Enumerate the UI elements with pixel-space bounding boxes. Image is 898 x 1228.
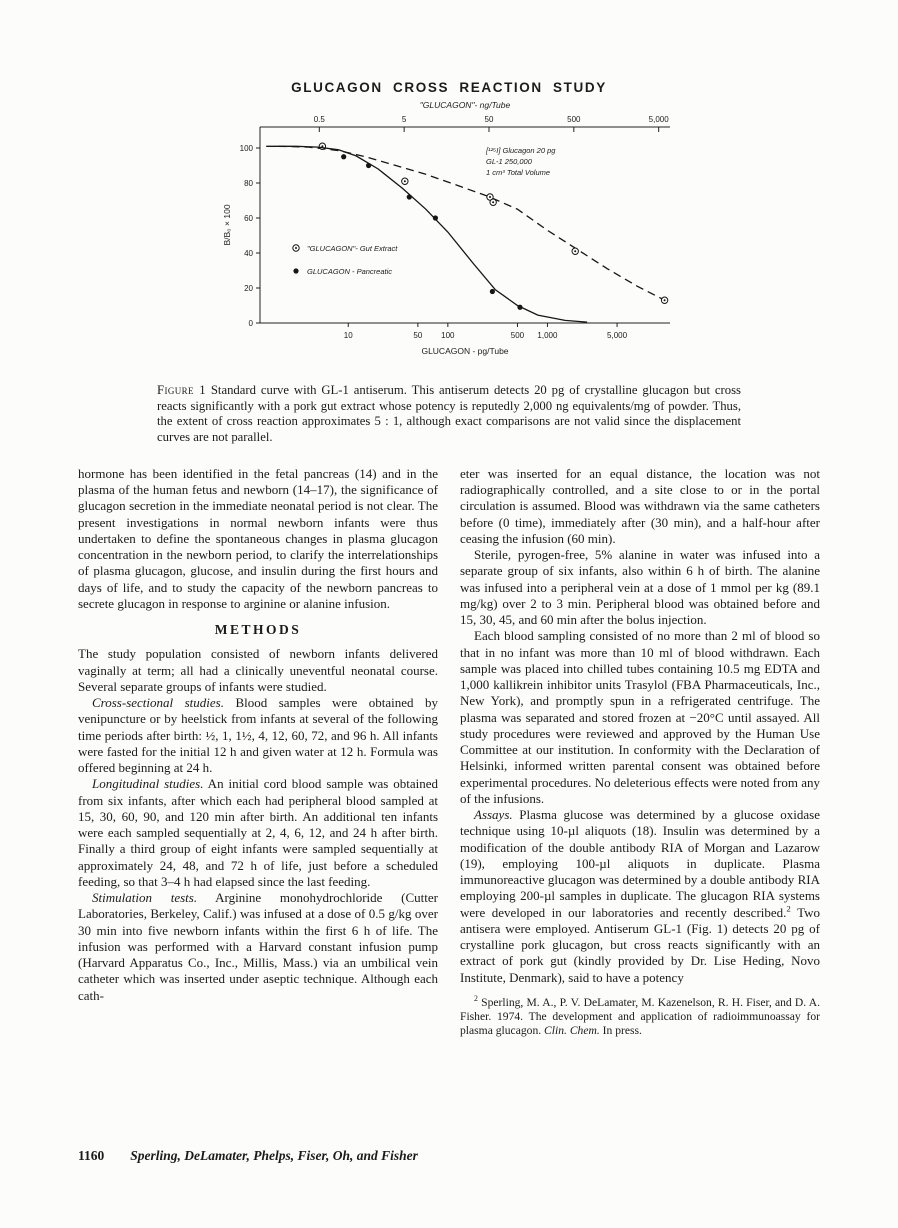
curve-gut-extract [279, 146, 670, 303]
two-column-text [78, 466, 820, 1038]
svg-text:500: 500 [567, 115, 581, 124]
figure-wrap [78, 97, 820, 369]
paragraph: hormone has been identified in the fetal pancreas (14) and in the plasma of the human fetus and newborn (14–17), the significance of glucagon secretion in the immediate neonatal period is not clear. The present investigations in normal newborn infants were thus undertaken to define the spontaneous changes in plasma glucagon concentration in the newborn period, to clarify the interrelationships of plasma glucagon, glucose, and insulin during the first hours and days of life, and to study the capacity of the newborn pancreas to secrete glucagon in response to arginine or alanine infusion. [78, 465, 438, 611]
standard-curve-chart [214, 97, 684, 369]
section-heading: METHODS [214, 622, 302, 638]
svg-text:60: 60 [244, 214, 253, 223]
figure-1-block [78, 80, 820, 446]
paragraph: eter was inserted for an equal distance, the location was not radiographically controlled, and a site close to or in the portal circulation is assumed. Blood was withdrawn via the same catheters before (0 time), immediately after (30 min), and a half-hour after ceasing the infusion (60 min). [460, 465, 820, 546]
paragraph: Sterile, pyrogen-free, 5% alanine in water was infused into a separate group of six infants, also within 6 h of birth. The alanine was infused into a peripheral vein at a dose of 1 mmol per kg (89.1 mg/kg) over 2 to 3 min. Peripheral blood was obtained before and 15, 30, 45, and 60 min after the bolus injection. [460, 547, 820, 628]
data-point [490, 289, 495, 294]
page-number: 1160 [78, 1148, 105, 1163]
data-point [293, 268, 298, 273]
chart-title: GLUCAGON CROSS REACTION STUDY [291, 80, 607, 95]
svg-text:0.5: 0.5 [313, 115, 325, 124]
annotation-line: [¹²⁵I] Glucagon 20 pg [486, 146, 556, 155]
figure-caption [157, 383, 741, 446]
running-authors: Sperling, DeLamater, Phelps, Fiser, Oh, and Fisher [130, 1148, 418, 1163]
svg-text:20: 20 [244, 284, 253, 293]
bottom-axis [260, 323, 670, 356]
right-column [460, 466, 820, 1038]
footnote: $^2$ Sperling, M. A., P. V. DeLamater, M. Kazenelson, R. H. Fiser, and D. A. Fisher. 1974. The development and application of radioimmunoassay for plasma glucagon. Clin. Chem. In press. [460, 993, 820, 1037]
data-point [517, 305, 522, 310]
svg-text:10: 10 [343, 331, 353, 340]
figure-caption-text: Standard curve with GL-1 antiserum. This antiserum detects 20 pg of crystalline glucagon but cross reacts significantly with a pork gut extract whose potency is reputedly 2,000 ng equivalents/mg of powder. Thus, the extent of cross reaction approximates 5 : 1, although exact comparisons are not valid since the displacement curves are not parallel. [157, 383, 741, 445]
svg-text:"GLUCAGON"- ng/Tube: "GLUCAGON"- ng/Tube [419, 100, 511, 110]
data-point [407, 194, 412, 199]
annotation-line: GL-1 250,000 [486, 157, 532, 166]
data-point [366, 163, 371, 168]
svg-text:500: 500 [510, 331, 525, 340]
svg-text:5,000: 5,000 [648, 115, 669, 124]
svg-text:50: 50 [413, 331, 423, 340]
paragraph: Cross-sectional studies. Blood samples were obtained by venipuncture or by heelstick from infants at several of the following time periods after birth: ½, 1, 1½, 4, 12, 60, 72, and 96 h. All infants were fasted for the initial 12 h and given water at 12 h. Formula was offered beginning at 24 h. [78, 695, 438, 776]
svg-text:5,000: 5,000 [607, 331, 628, 340]
legend-label: GLUCAGON - Pancreatic [307, 267, 393, 276]
svg-text:100: 100 [441, 331, 455, 340]
top-axis [260, 100, 670, 132]
svg-text:B/B₀ × 100: B/B₀ × 100 [222, 204, 232, 246]
paragraph: The study population consisted of newborn infants delivered vaginally at term; all had a clinically uneventful neonatal course. Several separate groups of infants were studied. [78, 646, 438, 694]
annotation-line: 1 cm³ Total Volume [486, 168, 551, 177]
data-point [341, 154, 346, 159]
paragraph: Stimulation tests. Arginine monohydrochloride (Cutter Laboratories, Berkeley, Calif.) was infused at a dose of 0.5 g/kg over 30 min into five newborn infants within the first 6 h of life. The infusion was performed with a Harvard constant infusion pump (Harvard Apparatus Co., Inc., Millis, Mass.) via an umbilical vein catheter which was inserted under aseptic technique. Although each cath- [78, 890, 438, 1003]
legend [293, 244, 398, 276]
left-column [78, 466, 438, 1038]
svg-text:50: 50 [484, 115, 494, 124]
svg-text:40: 40 [244, 249, 253, 258]
paragraph: Each blood sampling consisted of no more than 2 ml of blood so that in no infant was more than 10 ml of blood withdrawn. Each sample was placed into chilled tubes containing 10.5 mg EDTA and 1,000 kallikrein inhibitor units Trasylol (FBA Pharmaceuticals, Inc., New York), and promptly spun in a refrigerated centrifuge. The plasma was separated and stored frozen at −20°C until assayed. All study procedures were reviewed and approved by the Human Use Committee at our institution. In conformity with the Declaration of Helsinki, informed written parental consent was obtained before experimental procedures. No deleterious effects were noted from any of the infusions. [460, 628, 820, 806]
svg-text:GLUCAGON - pg/Tube: GLUCAGON - pg/Tube [421, 346, 509, 356]
legend-label: "GLUCAGON"- Gut Extract [307, 244, 398, 253]
paragraph: Assays. Plasma glucose was determined by a glucose oxidase technique using 10-µl aliquots (18). Insulin was determined by a modification of the double antibody RIA of Morgan and Lazarow (19), employing 100-µl aliquots in duplicate. Plasma immunoreactive glucagon was determined by a double antibody RIA employing 200-µl samples in duplicate. The glucagon RIA systems were developed in our laboratories and recently described.$^2$ Two antisera were employed. Antiserum GL-1 (Fig. 1) detects 20 pg of crystalline pork glucagon, but cross reacts significantly with an extract of pork gut (kindly provided by Dr. Lise Heding, Novo Institute, Denmark), said to have a potency [460, 807, 820, 985]
svg-text:1,000: 1,000 [537, 331, 558, 340]
y-axis [222, 127, 260, 328]
series-gut-extract [279, 143, 670, 303]
annotation [485, 146, 556, 177]
data-point [433, 215, 438, 220]
figure-caption-label: Figure 1 [157, 383, 206, 397]
svg-text:0: 0 [248, 319, 253, 328]
svg-text:80: 80 [244, 179, 253, 188]
paragraph: Longitudinal studies. An initial cord blood sample was obtained from six infants, after which each had peripheral blood sampled at 15, 30, 60, 90, and 120 min after birth. An additional ten infants were each sampled sequentially at 2, 4, 6, 12, and 24 h after birth. Finally a third group of eight infants were sampled sequentially at approximately 24, 48, and 72 h of life, just before a scheduled feeding, so that 3–4 h had elapsed since the last feeding. [78, 776, 438, 889]
page-footer [78, 1148, 418, 1164]
svg-text:5: 5 [401, 115, 407, 124]
svg-text:100: 100 [239, 144, 253, 153]
